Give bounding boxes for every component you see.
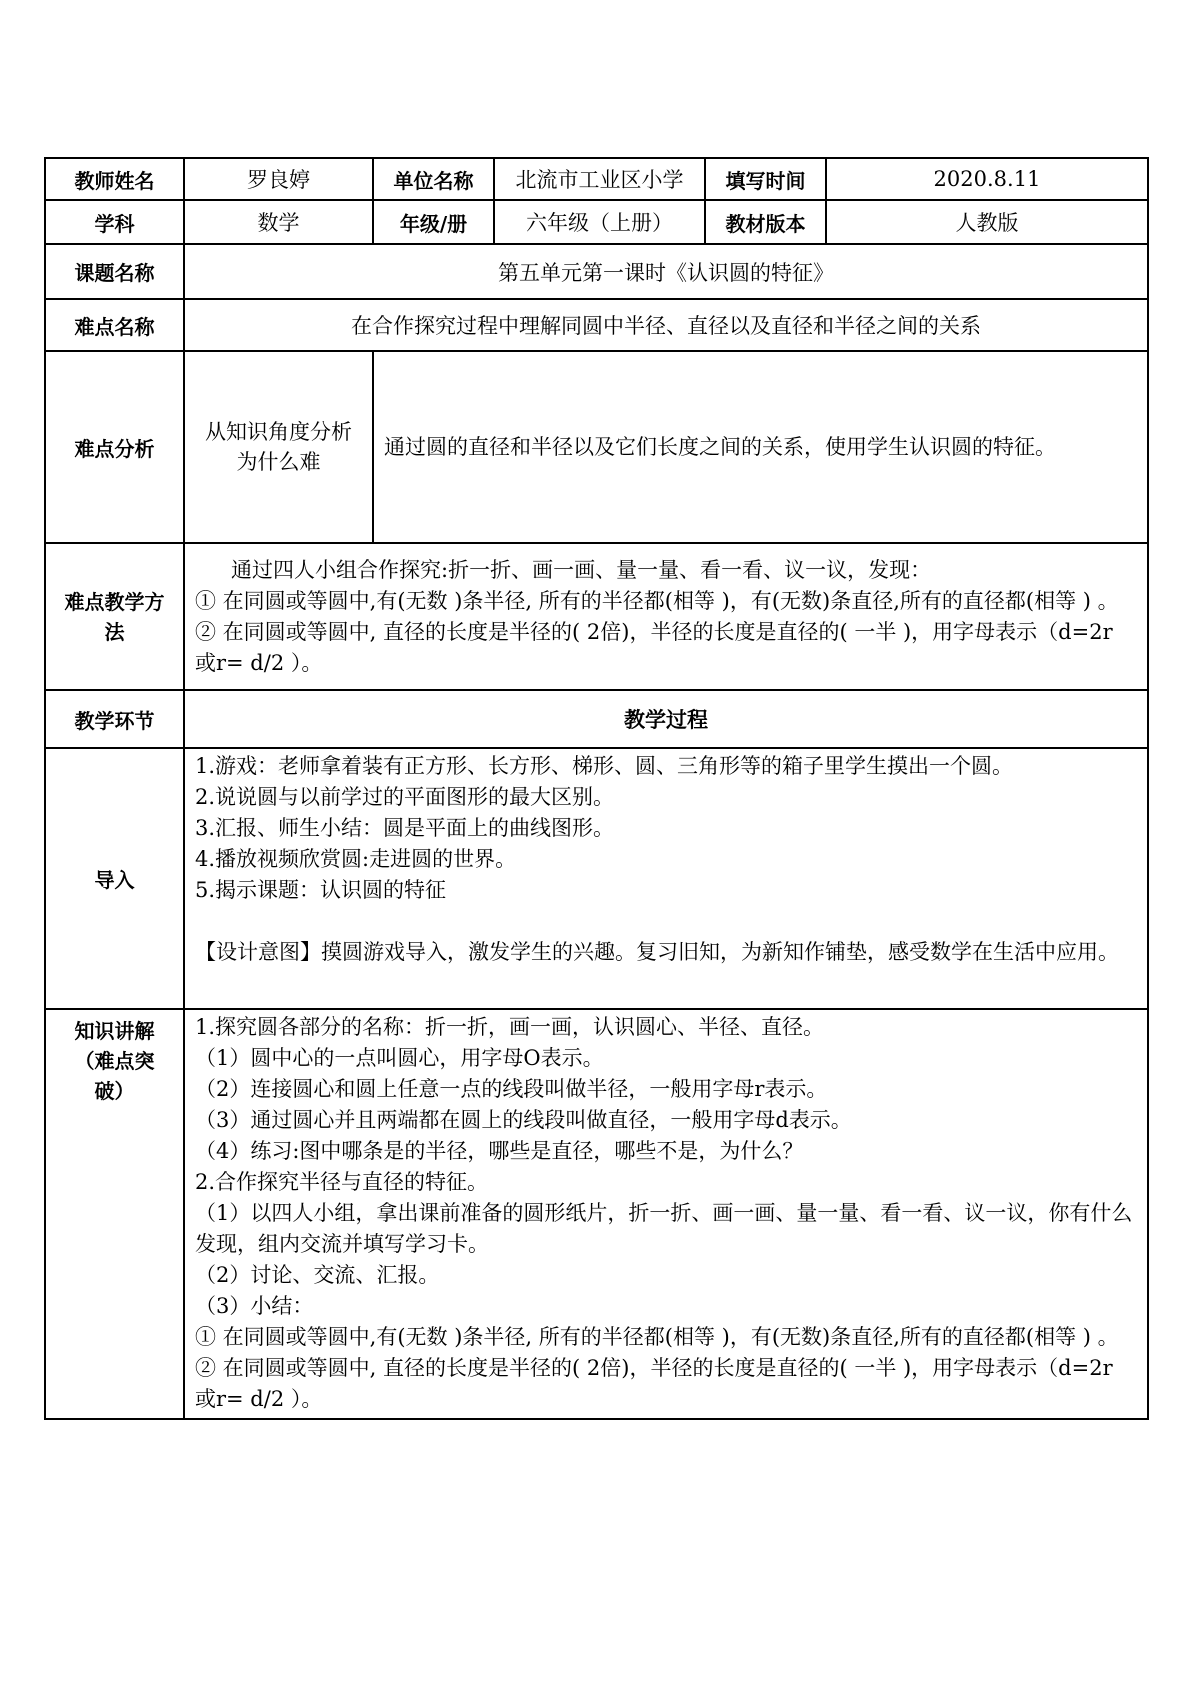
info-row-2 [45, 200, 1148, 244]
method-row [45, 543, 1148, 690]
intro-row [45, 748, 1148, 1009]
intro-design-note: 【设计意图】摸圆游戏导入，激发学生的兴趣。复习旧知，为新知作铺垫，感受数学在生活中应用。 [195, 940, 1119, 964]
intro-spacer [195, 906, 1137, 937]
process-label: 教学环节 [45, 690, 184, 748]
knowledge-line: （2）讨论、交流、汇报。 [195, 1263, 440, 1287]
date-label: 填写时间 [705, 158, 826, 200]
teacher-value: 罗良婷 [184, 158, 373, 200]
lesson-plan-sheet [44, 157, 1147, 1420]
analysis-sub-label: 从知识角度分析为什么难 [184, 351, 373, 543]
edition-label: 教材版本 [705, 200, 826, 244]
intro-content [184, 748, 1148, 1009]
edition-value: 人教版 [826, 200, 1148, 244]
knowledge-line: （3）通过圆心并且两端都在圆上的线段叫做直径，一般用字母d表示。 [195, 1108, 852, 1132]
difficulty-label: 难点名称 [45, 299, 184, 351]
process-header-row [45, 690, 1148, 748]
subject-label: 学科 [45, 200, 184, 244]
knowledge-line: （2）连接圆心和圆上任意一点的线段叫做半径，一般用字母r表示。 [195, 1077, 828, 1101]
difficulty-row [45, 299, 1148, 351]
knowledge-label: 知识讲解（难点突破） [45, 1009, 184, 1419]
lesson-plan-table [44, 157, 1149, 1420]
intro-line: 5.揭示课题：认识圆的特征 [195, 878, 447, 902]
knowledge-line: （1）以四人小组，拿出课前准备的圆形纸片，折一折、画一画、量一量、看一看、议一议，你有什么发现，组内交流并填写学习卡。 [195, 1201, 1133, 1256]
grade-value: 六年级（上册） [494, 200, 705, 244]
knowledge-line: （4）练习:图中哪条是的半径，哪些是直径，哪些不是，为什么？ [195, 1139, 804, 1163]
intro-line: 1.游戏：老师拿着装有正方形、长方形、梯形、圆、三角形等的箱子里学生摸出一个圆。 [195, 754, 1014, 778]
method-line: ② 在同圆或等圆中, 直径的长度是半径的( 2倍)，半径的长度是直径的( 一半 )，用字母表示（d=2r 或r= d/2 ）。 [195, 619, 1113, 675]
grade-label: 年级/册 [373, 200, 494, 244]
difficulty-value: 在合作探究过程中理解同圆中半径、直径以及直径和半径之间的关系 [184, 299, 1148, 351]
knowledge-line: ② 在同圆或等圆中, 直径的长度是半径的( 2倍)，半径的长度是直径的( 一半 )，用字母表示（d=2r 或r= d/2 ）。 [195, 1356, 1113, 1411]
intro-label: 导入 [45, 748, 184, 1009]
date-value: 2020.8.11 [826, 158, 1148, 200]
topic-row [45, 244, 1148, 299]
analysis-text: 通过圆的直径和半径以及它们长度之间的关系，使用学生认识圆的特征。 [373, 351, 1148, 543]
knowledge-line: 1.探究圆各部分的名称：折一折，画一画，认识圆心、半径、直径。 [195, 1015, 825, 1039]
teacher-label: 教师姓名 [45, 158, 184, 200]
knowledge-line: （3）小结： [195, 1294, 314, 1318]
process-title: 教学过程 [184, 690, 1148, 748]
intro-line: 4.播放视频欣赏圆:走进圆的世界。 [195, 847, 517, 871]
knowledge-line: （1）圆中心的一点叫圆心，用字母O表示。 [195, 1046, 604, 1070]
topic-value: 第五单元第一课时《认识圆的特征》 [184, 244, 1148, 299]
intro-line: 3.汇报、师生小结：圆是平面上的曲线图形。 [195, 816, 615, 840]
knowledge-line: ① 在同圆或等圆中,有(无数 )条半径, 所有的半径都(相等 )，有(无数)条直径,所有的直径都(相等 ) 。 [195, 1325, 1119, 1349]
knowledge-content [184, 1009, 1148, 1419]
subject-value: 数学 [184, 200, 373, 244]
analysis-label: 难点分析 [45, 351, 184, 543]
unit-value: 北流市工业区小学 [494, 158, 705, 200]
unit-label: 单位名称 [373, 158, 494, 200]
info-row-1 [45, 158, 1148, 200]
method-line: 通过四人小组合作探究:折一折、画一画、量一量、看一看、议一议，发现： [231, 557, 932, 582]
intro-line: 2.说说圆与以前学过的平面图形的最大区别。 [195, 785, 615, 809]
method-content [184, 543, 1148, 690]
method-line: ① 在同圆或等圆中,有(无数 )条半径, 所有的半径都(相等 )，有(无数)条直径,所有的直径都(相等 ) 。 [195, 588, 1119, 613]
topic-label: 课题名称 [45, 244, 184, 299]
method-label: 难点教学方法 [45, 543, 184, 690]
knowledge-line: 2.合作探究半径与直径的特征。 [195, 1170, 489, 1194]
analysis-row [45, 351, 1148, 543]
knowledge-row [45, 1009, 1148, 1419]
